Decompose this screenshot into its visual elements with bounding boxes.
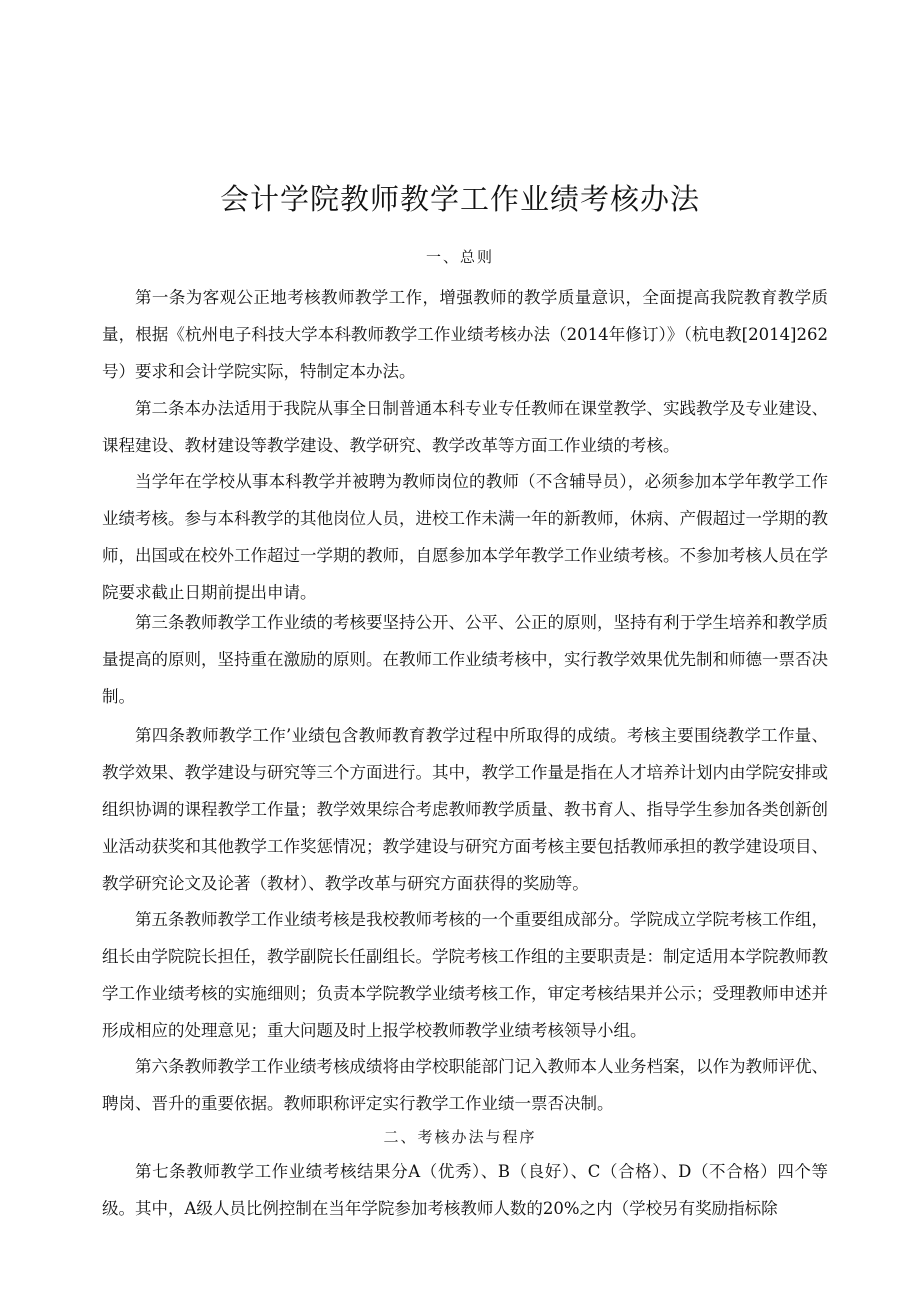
article-lead: 第七条 [135, 1162, 187, 1181]
article-lead: 第三条 [135, 613, 185, 632]
article-text: 本办法适用于我院从事全日制普通本科专业专任教师在课堂教学、实践教学及专业建设、课程建设、教材建设等教学建设、教学研究、教学改革等方面工作业绩的考核。 [102, 399, 828, 455]
article-6-paragraph [102, 1048, 828, 1122]
article-lead: 第二条 [135, 399, 185, 418]
article-5-paragraph [102, 901, 828, 1049]
article-text: 教师教学工作业绩的考核要坚持公开、公平、公正的原则，坚持有利于学生培养和教学质量提高的原则，坚持重在激励的原则。在教师工作业绩考核中，实行教学效果优先制和师德一票否决制。 [102, 613, 828, 706]
article-lead: 第一条 [135, 288, 186, 307]
article-7-paragraph [102, 1153, 828, 1227]
article-text: 为客观公正地考核教师教学工作，增强教师的教学质量意识，全面提高我院教育教学质量，根据《杭州电子科技大学本科教师教学工作业绩考核办法（2014年修订）》（杭电教[2014]262号）要求和会计学院实际，特制定本办法。 [102, 288, 829, 381]
article-text: 教师教学工作业绩考核结果分A（优秀）、B（良好）、C（合格）、D（不合格）四个等级。其中，A级人员比例控制在当年学院参加考核教师人数的20%之内（学校另有奖励指标除 [102, 1162, 828, 1218]
article-4-paragraph [102, 717, 828, 902]
article-lead: 第五条 [135, 910, 185, 929]
article-2-paragraph [102, 390, 828, 464]
document-title: 会计学院教师教学工作业绩考核办法 [219, 182, 700, 217]
article-lead: 第六条 [135, 1057, 185, 1076]
section-heading-procedures: 二、考核办法与程序 [383, 1128, 537, 1146]
article-text: 教师教学工作’业绩包含教师教育教学过程中所取得的成绩。考核主要围绕教学工作量、教学效果、教学建设与研究等三个方面进行。其中，教学工作量是指在人才培养计划内由学院安排或组织协调的课程教学工作量；教学效果综合考虑教师教学质量、教书育人、指导学生参加各类创新创业活动获奖和其他教学工作奖惩情况；教学建设与研究方面考核主要包括教师承担的教学建设项目、教学研究论文及论著（教材）、教学改革与研究方面获得的奖励等。 [102, 726, 828, 893]
article-2-supplement-paragraph [102, 463, 828, 611]
article-text: 教师教学工作业绩考核成绩将由学校职能部门记入教师本人业务档案，以作为教师评优、聘岗、晋升的重要依据。教师职称评定实行教学工作业绩一票否决制。 [102, 1057, 828, 1113]
article-text: 教师教学工作业绩考核是我校教师考核的一个重要组成部分。学院成立学院考核工作组，组长由学院院长担任，教学副院长任副组长。学院考核工作组的主要职责是：制定适用本学院教师教学工作业绩考核的实施细则；负责本学院教学业绩考核工作，审定考核结果并公示；受理教师申述并形成相应的处理意见；重大问题及时上报学校教师教学业绩考核领导小组。 [102, 910, 828, 1040]
article-1-paragraph [102, 279, 828, 390]
article-text: 当学年在学校从事本科教学并被聘为教师岗位的教师（不含辅导员），必须参加本学年教学工作业绩考核。参与本科教学的其他岗位人员，进校工作未满一年的新教师，休病、产假超过一学期的教师，出国或在校外工作超过一学期的教师，自愿参加本学年教学工作业绩考核。不参加考核人员在学院要求截止日期前提出申请。 [102, 472, 828, 602]
article-lead: 第四条 [135, 726, 186, 745]
article-3-paragraph [102, 604, 828, 715]
section-heading-general: 一、总则 [425, 248, 494, 266]
